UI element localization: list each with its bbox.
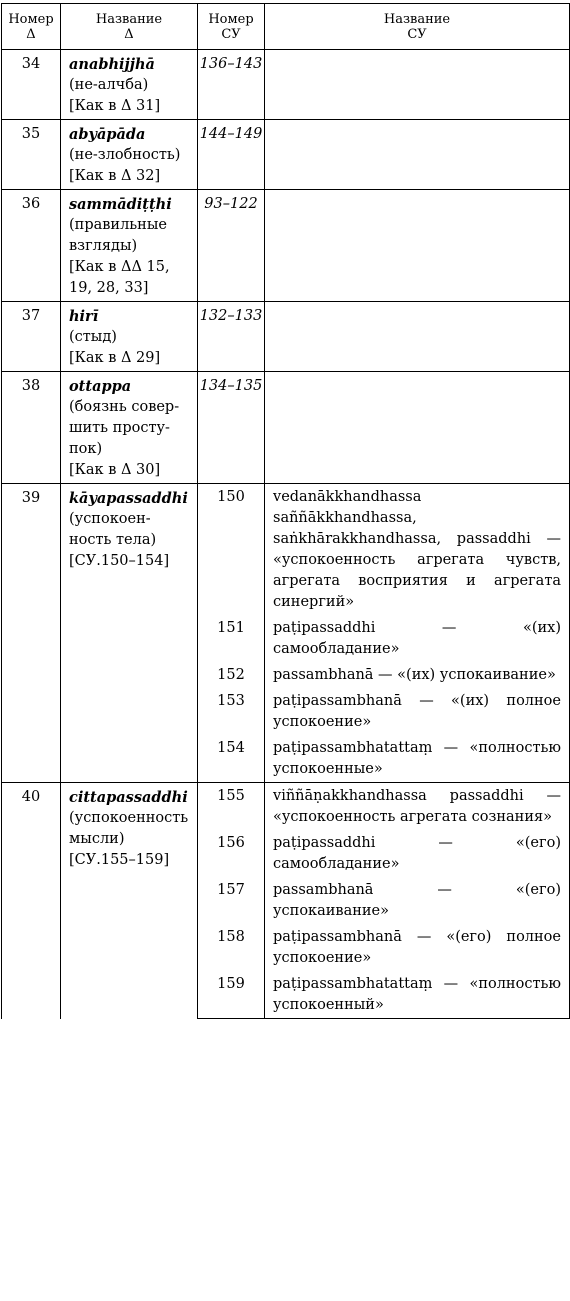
su-name (265, 50, 570, 120)
name-line: (боязнь совер- (69, 399, 180, 415)
su-name (265, 372, 570, 484)
su-name: paṭipassambhatattaṃ — «полностью успокоенные» (265, 735, 570, 783)
name-line: [Как в Δ 31] (69, 98, 161, 114)
pali-term: anabhijjhā (69, 56, 155, 73)
name-line: [Как в Δ 29] (69, 350, 161, 366)
dhamma-number: 37 (2, 302, 61, 372)
dhamma-name (61, 372, 198, 484)
su-number: 150 (198, 484, 265, 616)
dhamma-number: 40 (2, 783, 61, 1019)
table-row (2, 120, 570, 190)
pali-term: hirī (69, 308, 99, 325)
pali-term: ottappa (69, 378, 132, 395)
su-number: 136–143 (198, 50, 265, 120)
su-name: paṭipassambhatattaṃ — «полностью успокоенный» (265, 971, 570, 1019)
header-number-delta: Номер Δ (2, 4, 61, 50)
dhamma-name (61, 484, 198, 783)
name-line: (правильные (69, 217, 167, 233)
pali-term: abyāpāda (69, 126, 146, 143)
table-row (2, 302, 570, 372)
header-name-delta: Название Δ (61, 4, 198, 50)
su-number: 144–149 (198, 120, 265, 190)
name-line: ность тела) (69, 532, 157, 548)
dhamma-name (61, 302, 198, 372)
name-line: [Как в ΔΔ 15, (69, 259, 170, 275)
su-number: 153 (198, 688, 265, 735)
dhamma-number: 34 (2, 50, 61, 120)
dhamma-name (61, 190, 198, 302)
table-header (2, 4, 570, 50)
name-line: [Как в Δ 30] (69, 462, 161, 478)
name-line: (стыд) (69, 329, 117, 345)
name-line: [СУ.155–159] (69, 852, 170, 868)
su-number: 156 (198, 830, 265, 877)
su-number: 159 (198, 971, 265, 1019)
su-name: paṭipassaddhi — «(их) самообладание» (265, 615, 570, 662)
table-row (2, 783, 570, 831)
header-name-su: Название СУ (265, 4, 570, 50)
dhamma-name (61, 783, 198, 1019)
name-line: 19, 28, 33] (69, 280, 149, 296)
name-line: [СУ.150–154] (69, 553, 170, 569)
su-name (265, 302, 570, 372)
dhamma-number: 35 (2, 120, 61, 190)
su-number: 152 (198, 662, 265, 688)
pali-term: cittapassaddhi (69, 789, 188, 806)
name-line: (не-алчба) (69, 77, 149, 93)
name-line: [Как в Δ 32] (69, 168, 161, 184)
su-number: 157 (198, 877, 265, 924)
su-number: 154 (198, 735, 265, 783)
su-name (265, 120, 570, 190)
su-number: 132–133 (198, 302, 265, 372)
su-number: 155 (198, 783, 265, 831)
name-line: взгляды) (69, 238, 138, 254)
su-name (265, 190, 570, 302)
su-number: 93–122 (198, 190, 265, 302)
su-number: 134–135 (198, 372, 265, 484)
pali-term: kāyapassaddhi (69, 490, 188, 507)
name-line: мысли) (69, 831, 125, 847)
header-number-su: Номер СУ (198, 4, 265, 50)
su-number: 151 (198, 615, 265, 662)
su-name: passambhanā — «(его) успокаивание» (265, 877, 570, 924)
su-name: viññāṇakkhandhassa passaddhi — «успокоенность агрегата сознания» (265, 783, 570, 831)
table-row (2, 50, 570, 120)
su-name: paṭipassaddhi — «(его) самообладание» (265, 830, 570, 877)
table-row (2, 484, 570, 616)
dhamma-number: 38 (2, 372, 61, 484)
dhamma-number: 39 (2, 484, 61, 783)
su-name: paṭipassambhanā — «(его) полное успокоение» (265, 924, 570, 971)
su-name: vedanākkhandhassa saññākkhandhassa, saṅkhārakkhandhassa, passaddhi — «успокоенность агрегата чувств, агрегата восприятия и агрегата синергий» (265, 484, 570, 616)
table-row (2, 372, 570, 484)
su-name: paṭipassambhanā — «(их) полное успокоение» (265, 688, 570, 735)
dhamma-name (61, 120, 198, 190)
dhamma-number: 36 (2, 190, 61, 302)
name-line: (успокоенность (69, 810, 189, 826)
su-name: passambhanā — «(их) успокаивание» (265, 662, 570, 688)
table-body (2, 50, 570, 1019)
name-line: пок) (69, 441, 103, 457)
name-line: (не-злобность) (69, 147, 181, 163)
dhamma-name (61, 50, 198, 120)
dhamma-table (1, 3, 570, 1019)
su-number: 158 (198, 924, 265, 971)
pali-term: sammādiṭṭhi (69, 196, 172, 213)
name-line: шить просту- (69, 420, 170, 436)
name-line: (успокоен- (69, 511, 151, 527)
table-row (2, 190, 570, 302)
